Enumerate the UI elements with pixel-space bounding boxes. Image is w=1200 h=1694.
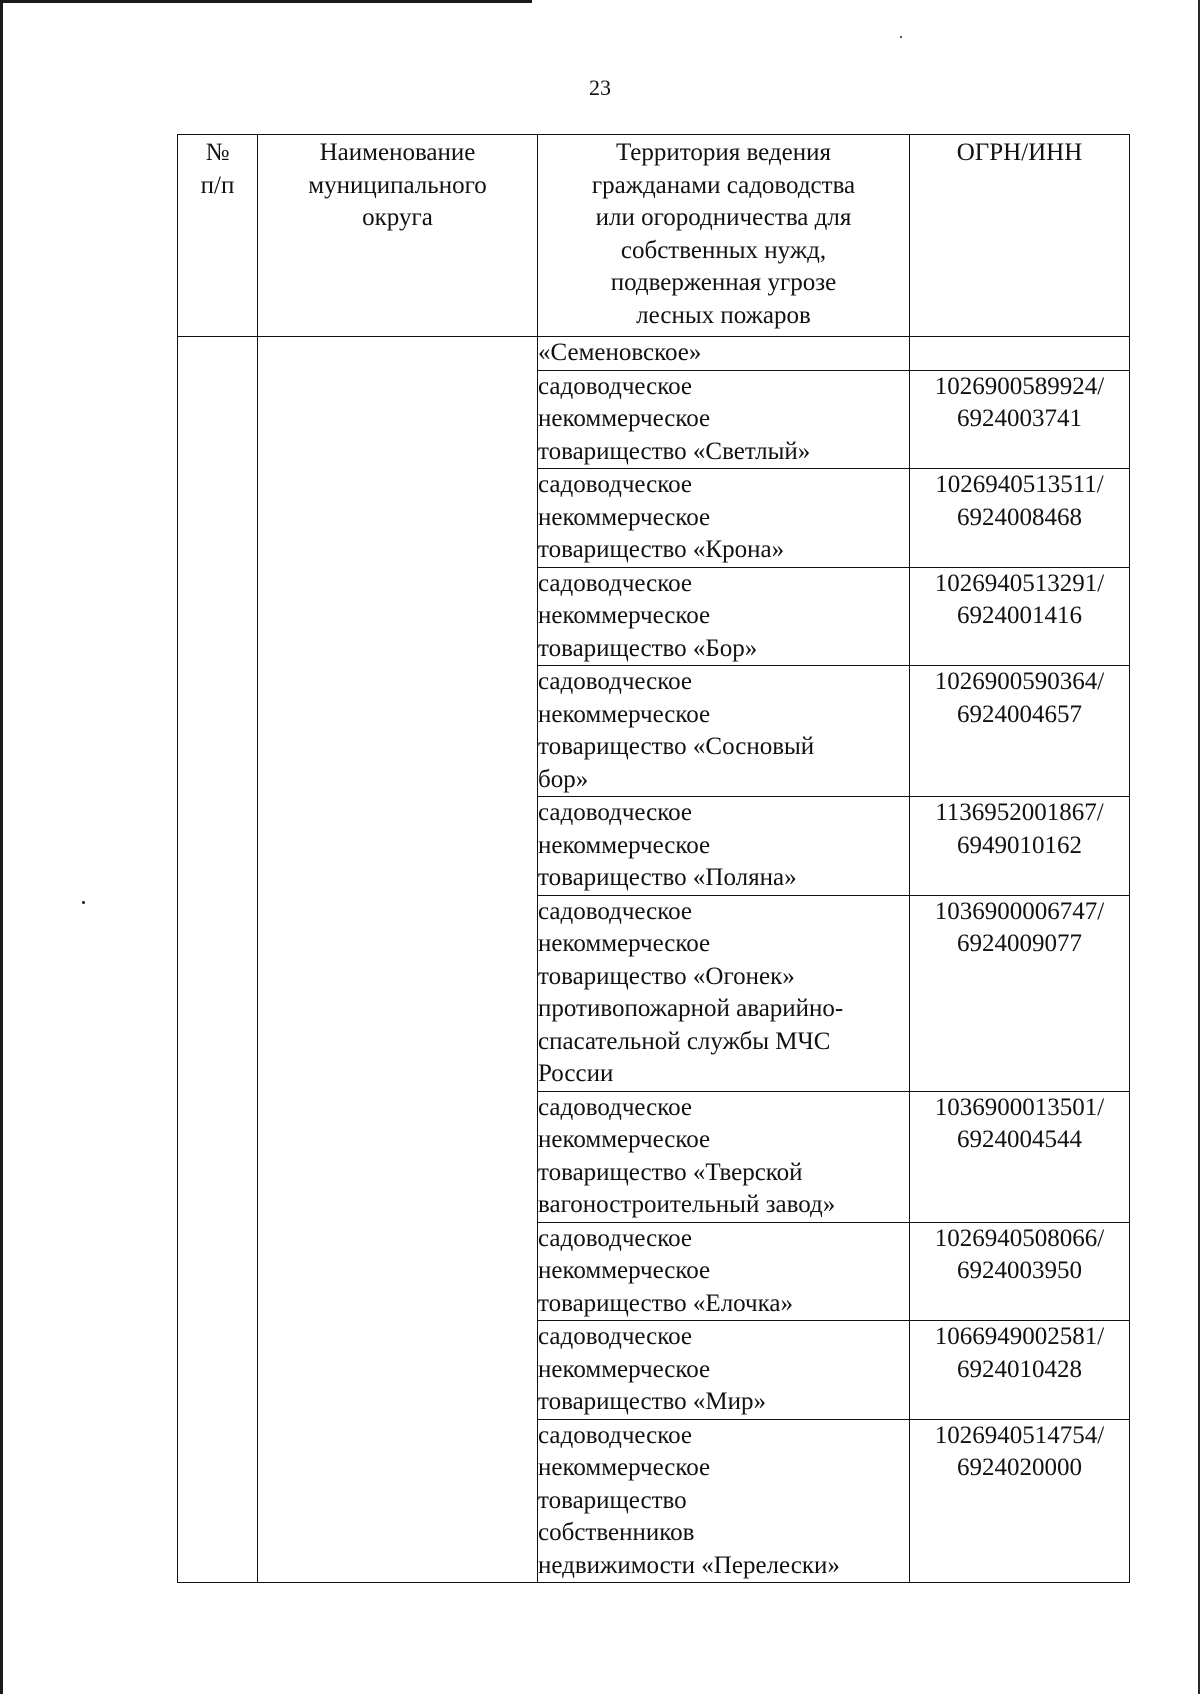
cell-text-line: товарищество «Огонек» (538, 962, 795, 990)
territory-cell (538, 895, 910, 1091)
cell-text-line: 6924008468 (957, 503, 1082, 531)
header-territory (538, 135, 910, 337)
cell-text-line: подверженная угрозе (610, 269, 837, 296)
cell-text-line: 6924003741 (957, 405, 1082, 432)
cell-text-line: 1066949002581/ (934, 1323, 1105, 1350)
cell-text-line: товарищество «Светлый» (538, 437, 811, 465)
territory-cell (538, 1091, 910, 1222)
territory-cell (538, 567, 910, 666)
cell-text-line: садоводческое (538, 799, 693, 826)
cell-text-line: 1036900006747/ (934, 897, 1105, 925)
territory-cell (538, 797, 910, 896)
header-ogrn-inn (910, 135, 1130, 337)
ogrn-inn-cell (910, 370, 1130, 469)
cell-text-line: Территория ведения (615, 139, 831, 166)
ogrn-inn-cell (910, 1419, 1130, 1583)
cell-text-line: 6924010428 (957, 1355, 1082, 1383)
garden-territories-table (177, 134, 1130, 1583)
cell-text-line: садоводческое (538, 1224, 693, 1252)
cell-text-line: собственников (538, 1519, 695, 1546)
scan-speck (82, 901, 85, 904)
cell-text-line: Наименование (319, 139, 476, 166)
cell-text-line: некоммерческое (538, 405, 711, 432)
cell-text-line: ОГРН/ИНН (956, 139, 1083, 166)
cell-text-line: садоводческое (538, 569, 693, 597)
cell-text-line: недвижимости «Перелески» (538, 1551, 840, 1579)
ogrn-inn-cell (910, 469, 1130, 568)
cell-text-line: 6949010162 (957, 831, 1082, 859)
cell-text-line: товарищество (538, 1486, 687, 1514)
cell-text-line: товарищество «Бор» (538, 634, 758, 662)
cell-text-line: товарищество «Поляна» (538, 864, 797, 891)
cell-text-line: вагоностроительный завод» (538, 1191, 836, 1218)
cell-text-line: садоводческое (538, 1323, 693, 1350)
cell-text-line: «Семеновское» (538, 339, 702, 366)
cell-text-line: спасательной службы МЧС (538, 1027, 831, 1055)
ogrn-inn-cell (910, 1321, 1130, 1420)
cell-text-line: муниципального (308, 171, 487, 199)
ogrn-inn-cell (910, 895, 1130, 1091)
municipality-cell (258, 337, 538, 1583)
territory-cell (538, 1419, 910, 1583)
cell-text-line: 6924001416 (957, 602, 1082, 629)
cell-text-line: гражданами садоводства (591, 171, 856, 199)
cell-text-line: бор» (538, 765, 589, 793)
cell-text-line: 1026940514754/ (934, 1421, 1105, 1449)
scan-top-edge (0, 0, 532, 3)
number-cell (178, 337, 258, 1583)
ogrn-inn-cell (910, 666, 1130, 797)
cell-text-line: некоммерческое (538, 1257, 711, 1284)
cell-text-line: садоводческое (538, 668, 693, 695)
cell-text-line: собственных нужд, (620, 236, 827, 264)
cell-text-line: 6924003950 (957, 1257, 1082, 1284)
cell-text-line: товарищество «Сосновый (538, 733, 815, 760)
cell-text-line: 1026900590364/ (934, 668, 1105, 695)
territory-cell (538, 666, 910, 797)
ogrn-inn-cell (910, 1222, 1130, 1321)
table-header (178, 135, 1130, 337)
cell-text-line: некоммерческое (538, 700, 711, 728)
cell-text-line: противопожарной аварийно- (538, 995, 844, 1022)
header-number (178, 135, 258, 337)
cell-text-line: садоводческое (538, 471, 693, 498)
territory-cell (538, 370, 910, 469)
cell-text-line: товарищество «Мир» (538, 1388, 767, 1415)
ogrn-inn-cell (910, 337, 1130, 371)
page-number: 23 (589, 75, 611, 100)
cell-text-line: 6924004544 (957, 1126, 1082, 1153)
cell-text-line: некоммерческое (538, 930, 711, 957)
cell-text-line: садоводческое (538, 1093, 693, 1121)
cell-text-line: 1026940508066/ (934, 1224, 1105, 1252)
cell-text-line: России (538, 1060, 614, 1087)
cell-text-line: некоммерческое (538, 1355, 711, 1383)
territory-cell (538, 1222, 910, 1321)
cell-text-line: некоммерческое (538, 1126, 711, 1153)
cell-text-line: некоммерческое (538, 602, 711, 629)
header-municipality (258, 135, 538, 337)
cell-text-line: садоводческое (538, 1421, 693, 1449)
table-row (178, 337, 1130, 371)
cell-text-line: или огородничества для (595, 204, 852, 231)
table-header-row (178, 135, 1130, 337)
territory-cell (538, 1321, 910, 1420)
cell-text-line: 6924004657 (957, 700, 1082, 728)
cell-text-line: некоммерческое (538, 1454, 711, 1481)
cell-text-line: 1026940513291/ (934, 569, 1105, 597)
ogrn-inn-cell (910, 797, 1130, 896)
cell-text-line: 1136952001867/ (935, 799, 1104, 826)
cell-text-line: товарищество «Крона» (538, 536, 785, 563)
table-body (178, 337, 1130, 1583)
cell-text-line: товарищество «Елочка» (538, 1289, 793, 1317)
territory-cell (538, 337, 910, 371)
cell-text-line: садоводческое (538, 897, 693, 925)
cell-text-line: лесных пожаров (636, 301, 811, 329)
cell-text-line: 6924009077 (957, 930, 1082, 957)
territory-cell (538, 469, 910, 568)
scan-left-edge (0, 0, 3, 1694)
scan-speck (900, 36, 902, 38)
cell-text-line: 6924020000 (957, 1454, 1082, 1481)
cell-text-line: 1026940513511/ (935, 471, 1104, 498)
cell-text-line: 1036900013501/ (934, 1093, 1105, 1121)
cell-text-line: некоммерческое (538, 831, 711, 859)
cell-text-line: товарищество «Тверской (538, 1158, 803, 1186)
cell-text-line: некоммерческое (538, 503, 711, 531)
cell-text-line: округа (362, 204, 433, 231)
cell-text-line: п/п (200, 171, 235, 199)
cell-text-line: 1026900589924/ (934, 372, 1105, 400)
cell-text-line: садоводческое (538, 372, 693, 400)
cell-text-line: № (205, 139, 230, 166)
ogrn-inn-cell (910, 1091, 1130, 1222)
ogrn-inn-cell (910, 567, 1130, 666)
